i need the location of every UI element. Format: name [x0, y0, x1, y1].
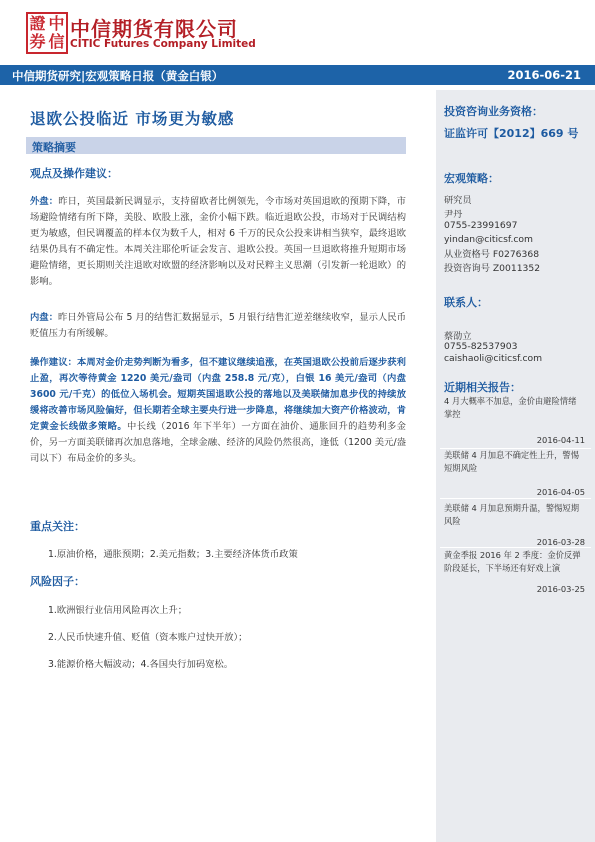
focus-item: 1.原油价格，通胀预期；2.美元指数；3.主要经济体货币政策: [48, 549, 298, 560]
paragraph-text: 昨日，英国最新民调显示，支持留欧者比例领先，令市场对英国退欧的预期下降，市场避险情绪有所下降，美股、欧股上涨，金价小幅下跌。临近退欧公投，市场对于民调结构更为敏感，但民调覆盖的样本仅为数千人，相对 6 千万的民众公投来讲相当狭窄，最终退欧结果仍具有不确定性。本周关注耶伦听证会发言、退欧公投。英国一旦退欧将推升短期市场避险情绪，更长期则关注退欧对欧盟的经济影响以及对民粹主义思潮（引发新一轮退欧）的影响。: [30, 196, 406, 287]
report-date-stamp: 2016-03-25: [536, 584, 585, 594]
risk-item: 1.欧洲银行业信用风险再次上升；: [48, 605, 188, 616]
report-title: 退欧公投临近 市场更为敏感: [30, 110, 235, 128]
company-name-en: CITIC Futures Company Limited: [70, 38, 256, 50]
paragraph-external: [30, 194, 406, 290]
keyword: 操作建议：: [30, 357, 78, 368]
license-number: 证监许可【2012】669 号: [444, 127, 579, 140]
contact-name: 蔡劭立: [444, 331, 472, 342]
contact-heading: 联系人：: [444, 296, 488, 309]
researcher-label: 研究员: [444, 195, 472, 206]
logo-char: 中: [48, 14, 65, 33]
report-divider: [440, 547, 591, 548]
contact-email: caishaoli@citicsf.com: [444, 353, 543, 364]
contact-phone: 0755-82537903: [444, 341, 518, 352]
paragraph-domestic: [30, 310, 406, 342]
section-bar: [26, 137, 406, 154]
risk-item: 3.能源价格大幅波动；4.各国央行加码宽松。: [48, 659, 234, 670]
report-link[interactable]: 美联储 4 月加息不确定性上升，警惕短期风险: [444, 450, 580, 473]
logo-char: 券: [29, 32, 46, 51]
paragraph-text: 中长线（2016 年下半年）一方面在油价、通胀回升的趋势利多金价，另一方面美联储再次加息落地，全球金融、经济的风险仍然很高，逢低（1200 美元/盎司以下）布局金价的多头。: [30, 421, 406, 464]
report-date-stamp: 2016-03-28: [536, 537, 585, 547]
report-divider: [440, 498, 591, 499]
paragraph-advice: [30, 355, 406, 467]
focus-heading: 重点关注：: [30, 520, 85, 533]
logo-char: 證: [29, 14, 46, 33]
report-link[interactable]: 4 月大概率不加息，金价由避险情绪掌控: [444, 396, 577, 419]
researcher-consulting-id: 投资咨询号 Z0011352: [444, 263, 541, 274]
risk-item: 2.人民币快速升值、贬值（资本账户过快开放）；: [48, 632, 248, 643]
risk-heading: 风险因子：: [30, 575, 85, 588]
company-name-cn: 中信期货有限公司: [70, 17, 238, 41]
license-heading: 投资咨询业务资格：: [444, 105, 543, 118]
reports-heading: 近期相关报告：: [444, 381, 521, 394]
macro-heading: 宏观策略：: [444, 172, 499, 185]
section-label: 策略摘要: [32, 141, 76, 154]
report-link[interactable]: 美联储 4 月加息预期升温，警惕短期风险: [444, 503, 580, 526]
logo-char: 信: [48, 32, 65, 51]
advice-bold-text: 本周对金价走势判断为看多，但不建议继续追涨，在英国退欧公投前后逐步获利止盈，再次等待黄金 1220 美元/盎司（内盘 258.8 元/克），白银 16 美元/盎司（内盘 3600 元/千克）的低位入场机会。短期英国退欧公投的落地以及美联储加息步伐的持续放缓将改善市场风险偏好，但长期若全球主要央行进一步降息，将继续加大资产价格波动，肯定黄金长线做多策略。: [30, 357, 406, 432]
paragraph-text: 昨日外管局公布 5 月的结售汇数据显示，5 月银行结售汇逆差继续收窄，显示人民币贬值压力有所缓解。: [30, 312, 406, 339]
citic-logo: [26, 12, 68, 54]
keyword: 内盘：: [30, 312, 59, 323]
report-date-stamp: 2016-04-05: [536, 487, 585, 497]
researcher-qualification: 从业资格号 F0276368: [444, 249, 540, 260]
report-date: 2016-06-21: [507, 68, 581, 82]
report-series: 中信期货研究|宏观策略日报（黄金白银）: [12, 69, 224, 83]
report-date-stamp: 2016-04-11: [536, 435, 585, 445]
researcher-phone: 0755-23991697: [444, 220, 518, 231]
report-link[interactable]: 黄金季报 2016 年 2 季度：金价反弹阶段延长，下半场还有好戏上演: [444, 550, 581, 573]
views-heading: 观点及操作建议：: [30, 167, 118, 180]
keyword: 外盘：: [30, 196, 59, 207]
researcher-email: yindan@citicsf.com: [444, 234, 533, 245]
researcher-name: 尹丹: [444, 209, 463, 220]
